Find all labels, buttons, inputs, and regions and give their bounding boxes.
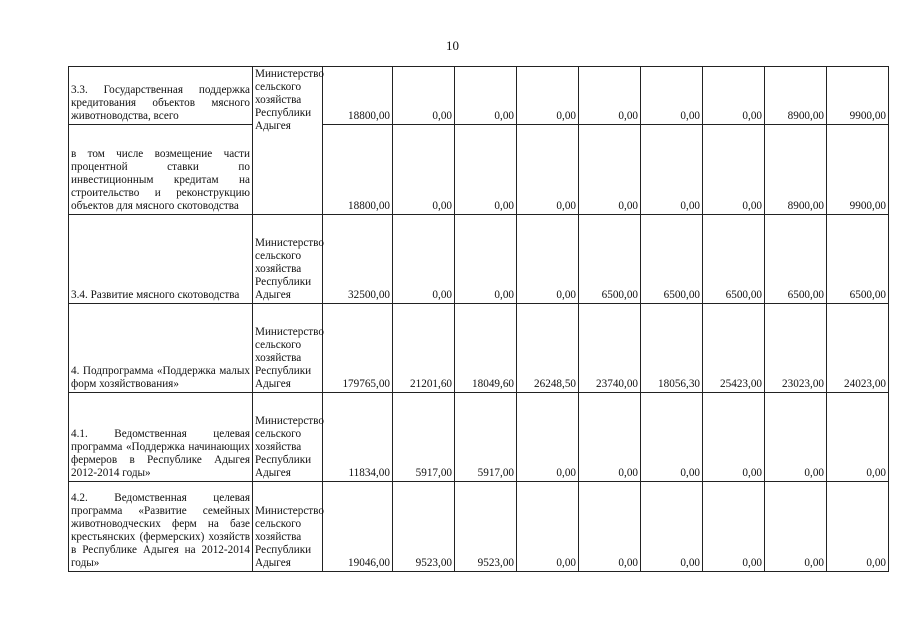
value-cell: 0,00 xyxy=(517,67,579,125)
value-cell: 0,00 xyxy=(517,215,579,304)
value-cell: 32500,00 xyxy=(323,215,393,304)
value-cell: 18800,00 xyxy=(323,125,393,215)
budget-table xyxy=(68,66,889,572)
table-row xyxy=(69,393,889,482)
value-cell: 8900,00 xyxy=(765,125,827,215)
row-name: 3.4. Развитие мясного скотоводства xyxy=(69,215,253,304)
row-executor: Министерство сельского хозяйства Республики Адыгея xyxy=(253,482,323,572)
value-cell: 9523,00 xyxy=(455,482,517,572)
value-cell: 0,00 xyxy=(765,393,827,482)
value-cell: 0,00 xyxy=(517,393,579,482)
row-executor: Министерство сельского хозяйства Республики Адыгея xyxy=(253,215,323,304)
table-row xyxy=(69,215,889,304)
row-name: 3.3. Государственная поддержка кредитования объектов мясного животноводства, всего xyxy=(69,67,253,125)
value-cell: 0,00 xyxy=(703,125,765,215)
value-cell: 0,00 xyxy=(579,125,641,215)
value-cell: 6500,00 xyxy=(827,215,889,304)
value-cell: 6500,00 xyxy=(765,215,827,304)
page-number: 10 xyxy=(446,38,459,53)
row-name: 4.1. Ведомственная целевая программа «Поддержка начинающих фермеров в Республике Адыгея 2012-2014 годы» xyxy=(69,393,253,482)
value-cell: 0,00 xyxy=(641,125,703,215)
row-executor: Министерство сельского хозяйства Республики Адыгея xyxy=(253,67,323,215)
value-cell: 0,00 xyxy=(703,393,765,482)
table-row xyxy=(69,482,889,572)
row-name: 4.2. Ведомственная целевая программа «Развитие семейных животноводческих ферм на базе крестьянских (фермерских) хозяйств в Республике Адыгея на 2012-2014 годы» xyxy=(69,482,253,572)
value-cell: 0,00 xyxy=(827,393,889,482)
value-cell: 23740,00 xyxy=(579,304,641,393)
value-cell: 25423,00 xyxy=(703,304,765,393)
value-cell: 0,00 xyxy=(455,215,517,304)
value-cell: 0,00 xyxy=(393,215,455,304)
value-cell: 19046,00 xyxy=(323,482,393,572)
value-cell: 179765,00 xyxy=(323,304,393,393)
value-cell: 0,00 xyxy=(703,67,765,125)
value-cell: 9900,00 xyxy=(827,67,889,125)
value-cell: 0,00 xyxy=(455,125,517,215)
row-executor: Министерство сельского хозяйства Республики Адыгея xyxy=(253,393,323,482)
value-cell: 24023,00 xyxy=(827,304,889,393)
value-cell: 8900,00 xyxy=(765,67,827,125)
value-cell: 9900,00 xyxy=(827,125,889,215)
value-cell: 6500,00 xyxy=(579,215,641,304)
value-cell: 0,00 xyxy=(393,125,455,215)
value-cell: 0,00 xyxy=(827,482,889,572)
table-row xyxy=(69,125,889,215)
value-cell: 0,00 xyxy=(703,482,765,572)
table-row xyxy=(69,67,889,125)
value-cell: 26248,50 xyxy=(517,304,579,393)
value-cell: 6500,00 xyxy=(703,215,765,304)
row-name: 4. Подпрограмма «Поддержка малых форм хозяйствования» xyxy=(69,304,253,393)
value-cell: 5917,00 xyxy=(455,393,517,482)
value-cell: 0,00 xyxy=(455,67,517,125)
value-cell: 18800,00 xyxy=(323,67,393,125)
value-cell: 21201,60 xyxy=(393,304,455,393)
value-cell: 23023,00 xyxy=(765,304,827,393)
row-executor: Министерство сельского хозяйства Республики Адыгея xyxy=(253,304,323,393)
value-cell: 18049,60 xyxy=(455,304,517,393)
value-cell: 0,00 xyxy=(641,393,703,482)
value-cell: 0,00 xyxy=(579,67,641,125)
value-cell: 5917,00 xyxy=(393,393,455,482)
value-cell: 18056,30 xyxy=(641,304,703,393)
value-cell: 0,00 xyxy=(641,482,703,572)
row-name: в том числе возмещение части процентной ставки по инвестиционным кредитам на строительство и реконструкцию объектов для мясного скотоводства xyxy=(69,125,253,215)
value-cell: 0,00 xyxy=(517,482,579,572)
value-cell: 0,00 xyxy=(579,393,641,482)
value-cell: 6500,00 xyxy=(641,215,703,304)
value-cell: 9523,00 xyxy=(393,482,455,572)
value-cell: 0,00 xyxy=(765,482,827,572)
value-cell: 0,00 xyxy=(517,125,579,215)
value-cell: 0,00 xyxy=(641,67,703,125)
value-cell: 11834,00 xyxy=(323,393,393,482)
value-cell: 0,00 xyxy=(579,482,641,572)
table-row xyxy=(69,304,889,393)
value-cell: 0,00 xyxy=(393,67,455,125)
